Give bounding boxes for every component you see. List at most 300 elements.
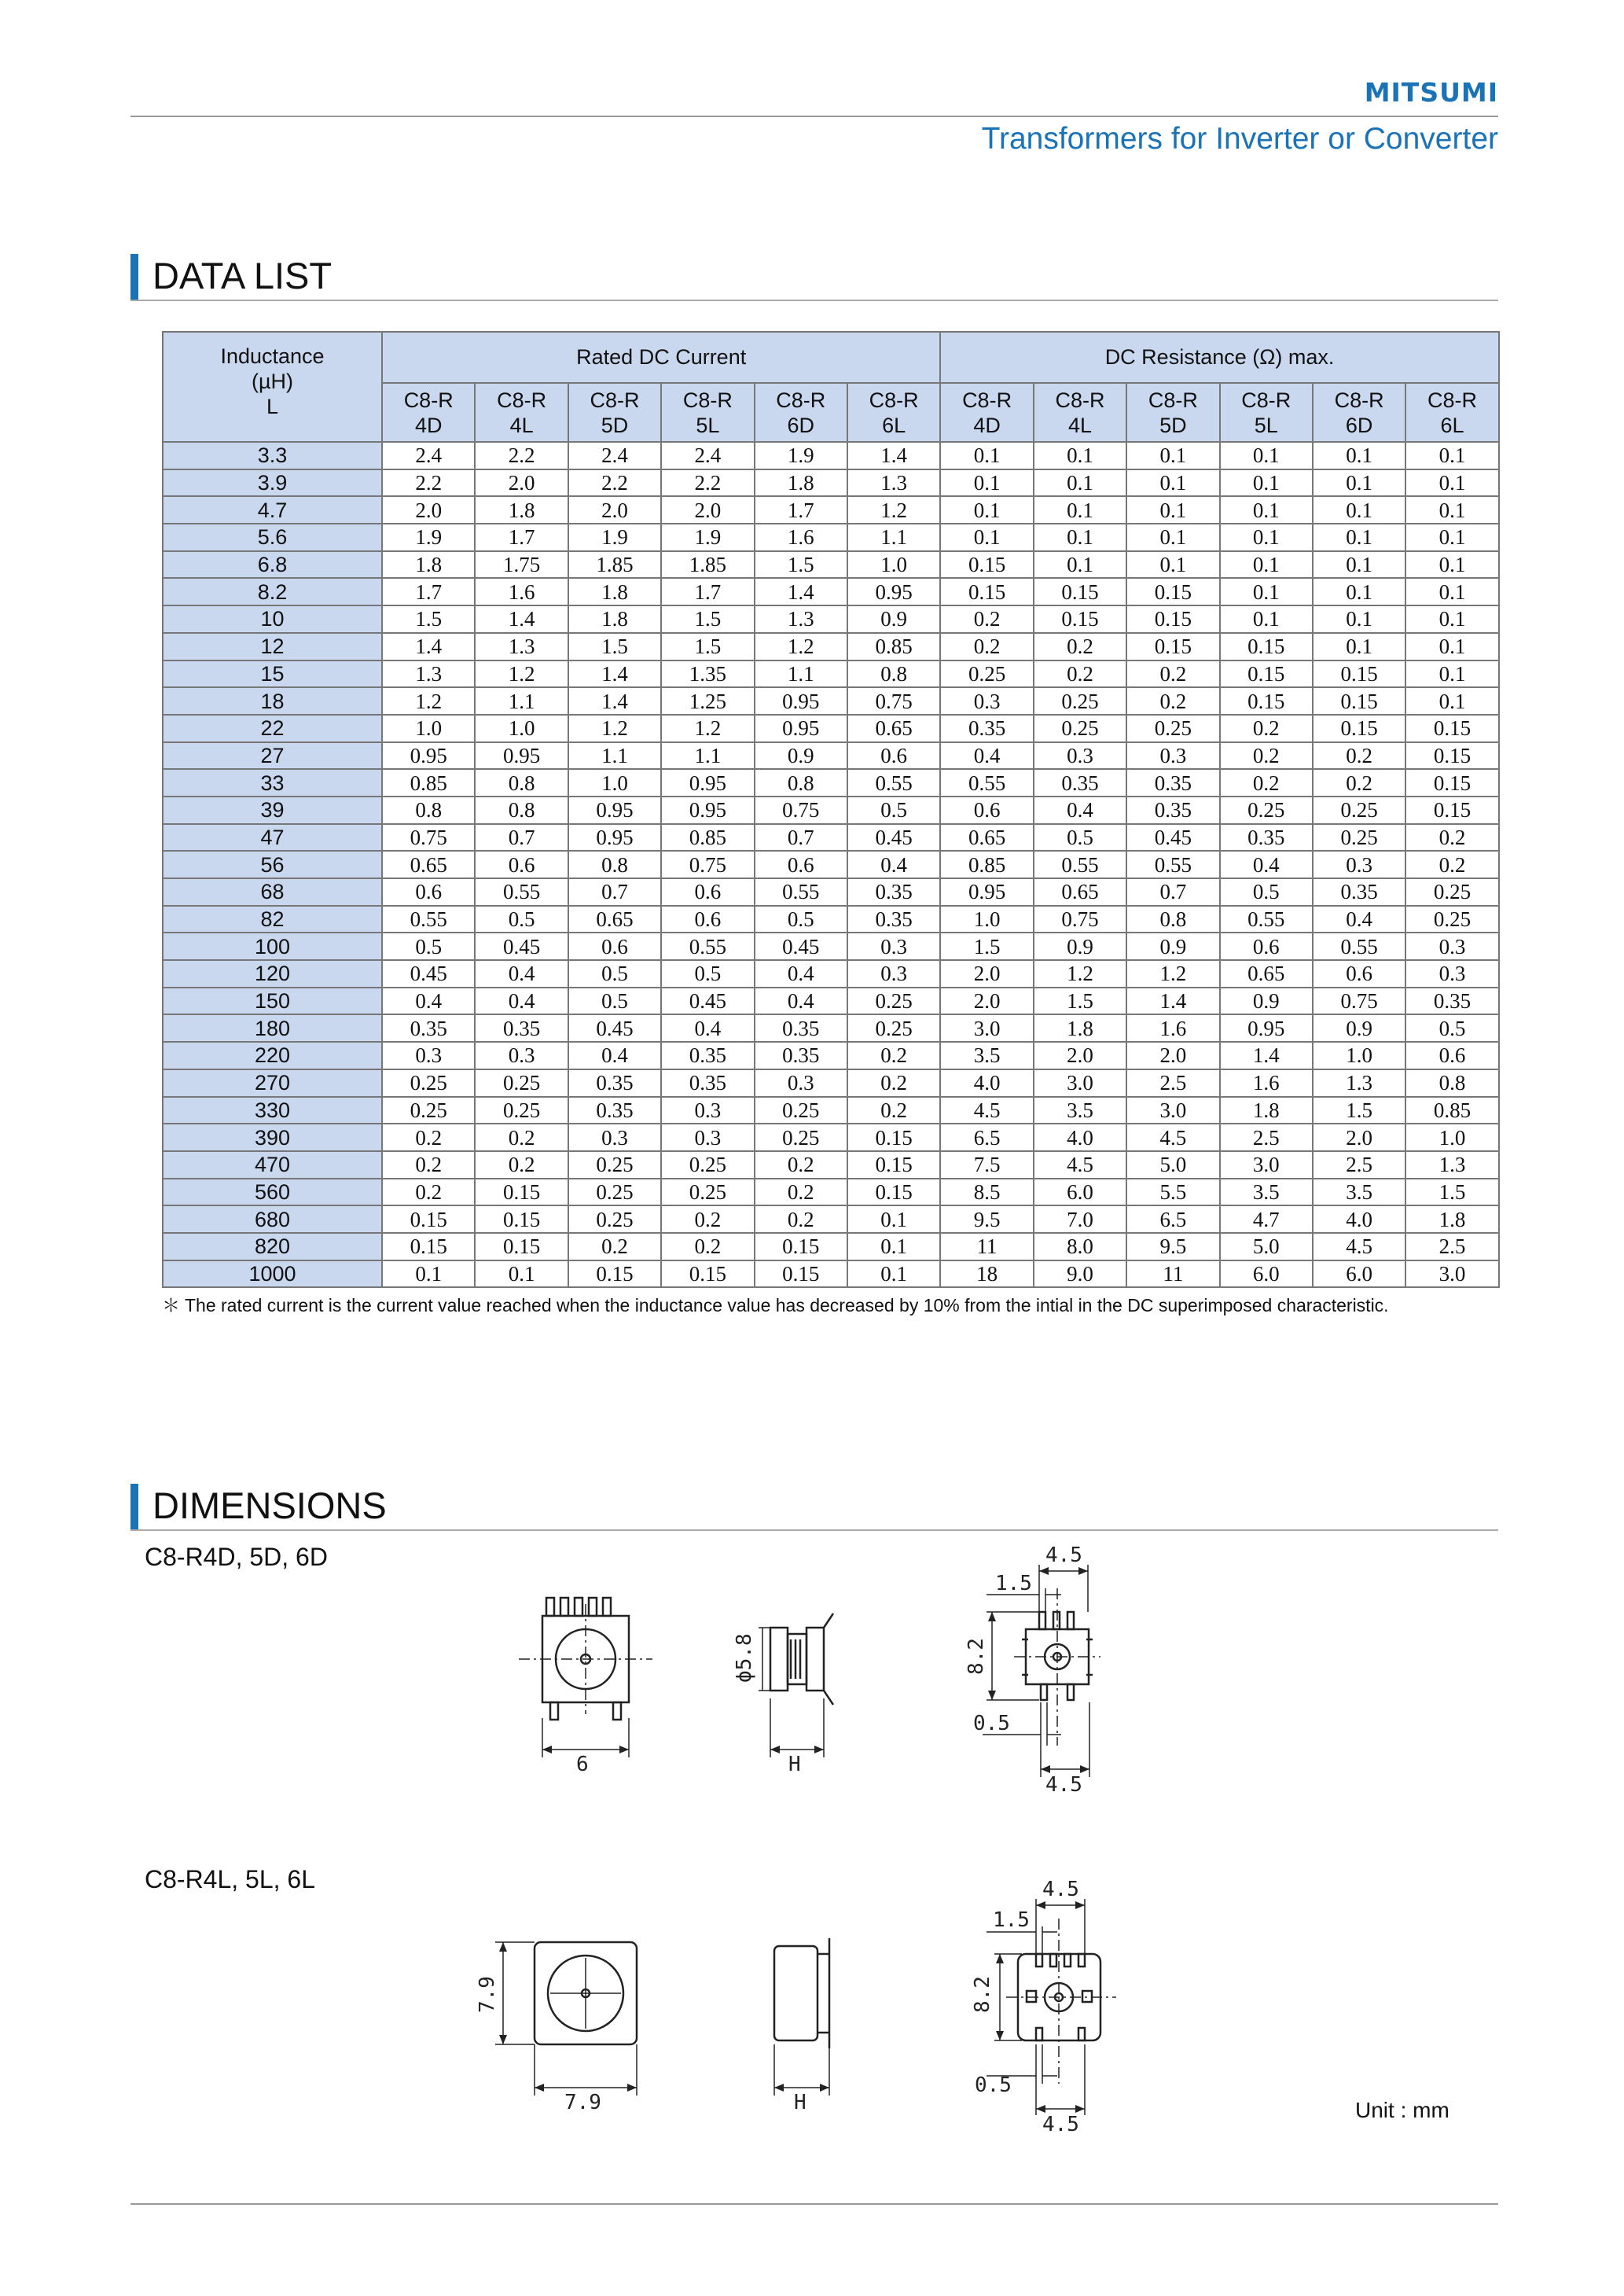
table-cell: 0.5 xyxy=(1034,824,1126,852)
table-cell: 0.75 xyxy=(755,797,847,824)
inductance-cell: 22 xyxy=(163,715,382,742)
inductance-symbol: L xyxy=(266,395,279,418)
table-cell: 0.5 xyxy=(1405,1014,1498,1042)
table-row xyxy=(163,851,1499,878)
table-cell: 0.15 xyxy=(475,1179,568,1206)
table-cell: 0.2 xyxy=(847,1042,940,1069)
table-cell: 0.35 xyxy=(568,1069,661,1097)
model-header xyxy=(1405,383,1498,442)
table-cell: 0.4 xyxy=(1220,851,1313,878)
table-cell: 0.95 xyxy=(382,742,475,770)
table-cell: 0.35 xyxy=(755,1014,847,1042)
table-cell: 0.45 xyxy=(1126,824,1219,852)
table-cell: 6.5 xyxy=(1126,1205,1219,1233)
table-cell: 0.1 xyxy=(1126,496,1219,524)
table-cell: 0.75 xyxy=(1034,906,1126,933)
table-cell: 0.2 xyxy=(382,1179,475,1206)
table-cell: 0.45 xyxy=(568,1014,661,1042)
table-cell: 1.4 xyxy=(847,442,940,469)
table-row xyxy=(163,988,1499,1015)
table-cell: 0.15 xyxy=(940,578,1033,605)
table-cell: 5.0 xyxy=(1220,1233,1313,1260)
table-cell: 1.8 xyxy=(1034,1014,1126,1042)
table-cell: 0.35 xyxy=(847,906,940,933)
table-cell: 0.2 xyxy=(382,1124,475,1151)
table-row xyxy=(163,687,1499,715)
table-cell: 2.0 xyxy=(1313,1124,1405,1151)
table-cell: 1.2 xyxy=(1034,960,1126,988)
table-cell: 1.2 xyxy=(1126,960,1219,988)
model-prefix: C8-R xyxy=(776,388,826,412)
inductance-cell: 47 xyxy=(163,824,382,852)
table-cell: 1.4 xyxy=(1220,1042,1313,1069)
table-cell: 0.1 xyxy=(940,496,1033,524)
table-cell: 0.45 xyxy=(755,933,847,960)
rated-current-note: ＊ The rated current is the current value reached when the inductance value has decreased by 10% from the intial in the DC superimposed characteristic. xyxy=(162,1295,1389,1315)
table-row xyxy=(163,1124,1499,1151)
table-row xyxy=(163,906,1499,933)
table-cell: 1.0 xyxy=(1313,1042,1405,1069)
table-cell: 0.3 xyxy=(661,1097,754,1124)
table-cell: 1.7 xyxy=(755,496,847,524)
table-cell: 0.1 xyxy=(1313,578,1405,605)
inductance-cell: 3.9 xyxy=(163,469,382,497)
table-cell: 0.75 xyxy=(382,824,475,852)
table-cell: 0.85 xyxy=(661,824,754,852)
table-cell: 0.1 xyxy=(1220,496,1313,524)
table-cell: 0.1 xyxy=(1034,442,1126,469)
inductance-cell: 680 xyxy=(163,1205,382,1233)
d-pad-offset-label: 0.5 xyxy=(973,1712,1010,1735)
table-cell: 0.55 xyxy=(475,878,568,906)
table-cell: 0.15 xyxy=(847,1151,940,1179)
table-cell: 0.55 xyxy=(661,933,754,960)
l-side-view xyxy=(774,1938,829,2095)
table-cell: 1.1 xyxy=(475,687,568,715)
table-cell: 0.2 xyxy=(1034,633,1126,660)
table-cell: 1.5 xyxy=(568,633,661,660)
d-top-view xyxy=(519,1598,652,1757)
table-cell: 6.0 xyxy=(1034,1179,1126,1206)
table-cell: 1.3 xyxy=(847,469,940,497)
table-cell: 0.15 xyxy=(1313,687,1405,715)
table-cell: 0.4 xyxy=(847,851,940,878)
dc-resistance-header: DC Resistance (Ω) max. xyxy=(940,332,1498,383)
table-cell: 4.5 xyxy=(1034,1151,1126,1179)
table-cell: 0.15 xyxy=(847,1124,940,1151)
table-cell: 1.6 xyxy=(1126,1014,1219,1042)
table-cell: 0.35 xyxy=(475,1014,568,1042)
table-cell: 0.1 xyxy=(1126,524,1219,551)
table-cell: 1.3 xyxy=(475,633,568,660)
inductance-cell: 5.6 xyxy=(163,524,382,551)
table-cell: 0.2 xyxy=(755,1179,847,1206)
table-cell: 0.2 xyxy=(1126,687,1219,715)
inductance-cell: 1000 xyxy=(163,1260,382,1288)
inductance-cell: 470 xyxy=(163,1151,382,1179)
table-cell: 0.9 xyxy=(1220,988,1313,1015)
table-cell: 0.95 xyxy=(755,687,847,715)
table-cell: 0.15 xyxy=(382,1205,475,1233)
table-cell: 2.4 xyxy=(568,442,661,469)
table-cell: 0.95 xyxy=(568,797,661,824)
model-suffix: 6L xyxy=(1440,413,1464,437)
table-row xyxy=(163,797,1499,824)
model-header xyxy=(1126,383,1219,442)
table-row xyxy=(163,1097,1499,1124)
table-cell: 0.4 xyxy=(382,988,475,1015)
table-cell: 0.25 xyxy=(1313,824,1405,852)
table-row xyxy=(163,496,1499,524)
table-cell: 0.2 xyxy=(1220,769,1313,797)
inductance-cell: 100 xyxy=(163,933,382,960)
model-header xyxy=(568,383,661,442)
table-cell: 0.15 xyxy=(755,1233,847,1260)
l-pad-pitch-label: 1.5 xyxy=(993,1908,1030,1932)
inductance-cell: 27 xyxy=(163,742,382,770)
model-suffix: 6D xyxy=(787,413,815,437)
model-prefix: C8-R xyxy=(403,388,454,412)
table-cell: 0.1 xyxy=(1405,496,1498,524)
model-prefix: C8-R xyxy=(1148,388,1198,412)
table-row xyxy=(163,933,1499,960)
table-cell: 0.2 xyxy=(755,1205,847,1233)
rated-current-header: Rated DC Current xyxy=(382,332,940,383)
table-cell: 0.3 xyxy=(940,687,1033,715)
table-cell: 0.5 xyxy=(847,797,940,824)
section-marker xyxy=(130,1484,138,1529)
inductance-cell: 56 xyxy=(163,851,382,878)
table-row xyxy=(163,715,1499,742)
table-cell: 1.8 xyxy=(755,469,847,497)
model-suffix: 5D xyxy=(1159,413,1187,437)
table-cell: 0.3 xyxy=(661,1124,754,1151)
table-cell: 1.3 xyxy=(1405,1151,1498,1179)
table-cell: 0.55 xyxy=(1034,851,1126,878)
table-cell: 0.1 xyxy=(847,1233,940,1260)
table-row xyxy=(163,1179,1499,1206)
table-cell: 0.15 xyxy=(755,1260,847,1288)
table-cell: 0.4 xyxy=(755,988,847,1015)
table-cell: 6.0 xyxy=(1313,1260,1405,1288)
table-cell: 0.2 xyxy=(755,1151,847,1179)
table-cell: 0.4 xyxy=(1034,797,1126,824)
table-cell: 0.1 xyxy=(1220,442,1313,469)
table-cell: 0.25 xyxy=(1126,715,1219,742)
table-cell: 0.4 xyxy=(568,1042,661,1069)
table-cell: 0.2 xyxy=(1220,715,1313,742)
table-cell: 0.85 xyxy=(1405,1097,1498,1124)
table-row xyxy=(163,1151,1499,1179)
table-cell: 0.95 xyxy=(661,769,754,797)
table-cell: 4.7 xyxy=(1220,1205,1313,1233)
table-cell: 0.35 xyxy=(940,715,1033,742)
table-cell: 0.9 xyxy=(1034,933,1126,960)
table-cell: 0.25 xyxy=(1405,878,1498,906)
table-cell: 2.0 xyxy=(661,496,754,524)
table-cell: 0.3 xyxy=(1126,742,1219,770)
table-cell: 0.95 xyxy=(755,715,847,742)
table-cell: 3.5 xyxy=(940,1042,1033,1069)
inductance-label: Inductance xyxy=(220,344,325,368)
table-cell: 0.1 xyxy=(1034,496,1126,524)
inductance-cell: 4.7 xyxy=(163,496,382,524)
table-cell: 0.65 xyxy=(382,851,475,878)
table-cell: 0.2 xyxy=(1313,742,1405,770)
model-suffix: 6D xyxy=(1345,413,1373,437)
table-cell: 1.5 xyxy=(755,551,847,579)
table-cell: 9.5 xyxy=(1126,1233,1219,1260)
table-cell: 2.0 xyxy=(940,960,1033,988)
table-row xyxy=(163,524,1499,551)
table-cell: 0.25 xyxy=(568,1151,661,1179)
model-header xyxy=(1220,383,1313,442)
table-cell: 1.2 xyxy=(661,715,754,742)
table-cell: 0.2 xyxy=(847,1069,940,1097)
table-cell: 0.1 xyxy=(847,1205,940,1233)
table-cell: 0.55 xyxy=(1126,851,1219,878)
table-cell: 0.2 xyxy=(847,1097,940,1124)
table-cell: 3.0 xyxy=(940,1014,1033,1042)
table-cell: 1.35 xyxy=(661,660,754,688)
dimensions-title: DIMENSIONS xyxy=(152,1485,387,1526)
table-cell: 0.8 xyxy=(755,769,847,797)
table-cell: 1.4 xyxy=(568,687,661,715)
table-cell: 1.1 xyxy=(661,742,754,770)
table-cell: 1.5 xyxy=(1405,1179,1498,1206)
table-cell: 0.3 xyxy=(475,1042,568,1069)
table-cell: 1.5 xyxy=(661,605,754,633)
table-cell: 0.9 xyxy=(1126,933,1219,960)
d-pad-pitch-label: 1.5 xyxy=(995,1572,1032,1595)
table-cell: 0.4 xyxy=(755,960,847,988)
table-cell: 0.1 xyxy=(1405,469,1498,497)
table-row xyxy=(163,878,1499,906)
table-row xyxy=(163,660,1499,688)
table-cell: 0.8 xyxy=(568,851,661,878)
table-cell: 0.75 xyxy=(847,687,940,715)
table-cell: 2.5 xyxy=(1313,1151,1405,1179)
table-cell: 0.5 xyxy=(568,988,661,1015)
table-cell: 4.0 xyxy=(1034,1124,1126,1151)
table-cell: 1.8 xyxy=(1405,1205,1498,1233)
d-height-label: H xyxy=(788,1753,801,1776)
inductance-header xyxy=(163,332,382,442)
page-subtitle: Transformers for Inverter or Converter xyxy=(981,122,1498,156)
table-cell: 0.35 xyxy=(382,1014,475,1042)
table-cell: 1.1 xyxy=(568,742,661,770)
table-cell: 0.2 xyxy=(1220,742,1313,770)
table-row xyxy=(163,769,1499,797)
inductance-cell: 82 xyxy=(163,906,382,933)
table-cell: 1.0 xyxy=(940,906,1033,933)
l-width-label: 7.9 xyxy=(564,2091,601,2114)
table-cell: 0.65 xyxy=(1034,878,1126,906)
table-cell: 0.15 xyxy=(1220,660,1313,688)
table-cell: 9.0 xyxy=(1034,1260,1126,1288)
inductance-cell: 3.3 xyxy=(163,442,382,469)
table-cell: 0.1 xyxy=(1220,524,1313,551)
table-cell: 2.2 xyxy=(475,442,568,469)
table-cell: 0.3 xyxy=(755,1069,847,1097)
table-cell: 7.0 xyxy=(1034,1205,1126,1233)
inductance-cell: 12 xyxy=(163,633,382,660)
table-cell: 3.5 xyxy=(1220,1179,1313,1206)
table-row xyxy=(163,633,1499,660)
l-pad-top-label: 4.5 xyxy=(1042,1878,1079,1901)
table-cell: 2.2 xyxy=(661,469,754,497)
table-cell: 0.45 xyxy=(475,933,568,960)
unit-label: Unit : mm xyxy=(1355,2098,1449,2122)
table-cell: 0.15 xyxy=(1313,715,1405,742)
data-list-title: DATA LIST xyxy=(152,255,333,296)
table-cell: 0.2 xyxy=(661,1233,754,1260)
table-cell: 0.25 xyxy=(382,1097,475,1124)
table-cell: 1.6 xyxy=(755,524,847,551)
model-header xyxy=(847,383,940,442)
inductance-cell: 8.2 xyxy=(163,578,382,605)
table-cell: 0.1 xyxy=(1313,551,1405,579)
table-cell: 2.5 xyxy=(1220,1124,1313,1151)
table-cell: 1.0 xyxy=(1405,1124,1498,1151)
table-cell: 2.2 xyxy=(568,469,661,497)
data-table xyxy=(162,331,1500,1288)
d-pad-bottom-label: 4.5 xyxy=(1045,1773,1082,1797)
table-cell: 0.15 xyxy=(1405,769,1498,797)
table-cell: 0.9 xyxy=(1313,1014,1405,1042)
inductance-cell: 68 xyxy=(163,878,382,906)
model-prefix: C8-R xyxy=(1055,388,1105,412)
table-cell: 0.25 xyxy=(1034,715,1126,742)
model-header xyxy=(1034,383,1126,442)
table-cell: 0.2 xyxy=(475,1151,568,1179)
table-cell: 0.6 xyxy=(382,878,475,906)
d-diameter-label: ϕ5.8 xyxy=(733,1633,756,1683)
table-row xyxy=(163,742,1499,770)
table-cell: 0.45 xyxy=(661,988,754,1015)
model-header xyxy=(940,383,1033,442)
table-cell: 0.25 xyxy=(1405,906,1498,933)
table-cell: 0.8 xyxy=(475,769,568,797)
model-header xyxy=(1313,383,1405,442)
model-prefix: C8-R xyxy=(1241,388,1291,412)
table-cell: 0.8 xyxy=(847,660,940,688)
table-cell: 0.3 xyxy=(1034,742,1126,770)
table-cell: 0.1 xyxy=(1220,551,1313,579)
table-cell: 0.2 xyxy=(940,633,1033,660)
table-cell: 0.15 xyxy=(1405,742,1498,770)
table-cell: 1.2 xyxy=(475,660,568,688)
footer-rule xyxy=(130,2203,1498,2205)
table-cell: 0.1 xyxy=(1126,551,1219,579)
table-cell: 0.3 xyxy=(1405,933,1498,960)
table-cell: 1.8 xyxy=(568,605,661,633)
table-cell: 0.15 xyxy=(1034,605,1126,633)
table-cell: 0.65 xyxy=(847,715,940,742)
table-cell: 1.5 xyxy=(940,933,1033,960)
table-cell: 3.0 xyxy=(1126,1097,1219,1124)
table-cell: 0.25 xyxy=(1220,797,1313,824)
model-prefix: C8-R xyxy=(869,388,919,412)
table-cell: 0.1 xyxy=(382,1260,475,1288)
table-cell: 1.2 xyxy=(382,687,475,715)
table-cell: 0.1 xyxy=(1405,633,1498,660)
table-cell: 6.0 xyxy=(1220,1260,1313,1288)
table-cell: 0.4 xyxy=(475,960,568,988)
inductance-cell: 120 xyxy=(163,960,382,988)
table-cell: 0.75 xyxy=(1313,988,1405,1015)
table-row xyxy=(163,824,1499,852)
table-cell: 0.65 xyxy=(1220,960,1313,988)
inductance-cell: 33 xyxy=(163,769,382,797)
table-cell: 0.35 xyxy=(755,1042,847,1069)
table-cell: 1.4 xyxy=(568,660,661,688)
table-cell: 0.5 xyxy=(382,933,475,960)
table-cell: 0.55 xyxy=(847,769,940,797)
table-cell: 8.0 xyxy=(1034,1233,1126,1260)
table-cell: 0.15 xyxy=(1405,715,1498,742)
table-cell: 0.2 xyxy=(1034,660,1126,688)
model-prefix: C8-R xyxy=(497,388,547,412)
table-cell: 6.5 xyxy=(940,1124,1033,1151)
table-cell: 0.2 xyxy=(1126,660,1219,688)
d-pad-height-label: 8.2 xyxy=(964,1638,988,1675)
table-cell: 0.8 xyxy=(382,797,475,824)
model-suffix: 4D xyxy=(973,413,1001,437)
brand-logo: MITSUMI xyxy=(1364,77,1498,108)
table-cell: 0.2 xyxy=(940,605,1033,633)
table-cell: 0.15 xyxy=(1126,605,1219,633)
table-cell: 1.75 xyxy=(475,551,568,579)
table-cell: 0.95 xyxy=(1220,1014,1313,1042)
model-suffix: 5L xyxy=(1254,413,1278,437)
table-cell: 0.6 xyxy=(1220,933,1313,960)
dimension-drawings xyxy=(0,1541,1624,2139)
table-cell: 0.1 xyxy=(1313,524,1405,551)
table-cell: 0.15 xyxy=(1220,687,1313,715)
table-cell: 1.4 xyxy=(1126,988,1219,1015)
table-cell: 0.15 xyxy=(1220,633,1313,660)
model-prefix: C8-R xyxy=(1334,388,1384,412)
model-suffix: 4L xyxy=(1067,413,1092,437)
table-cell: 0.15 xyxy=(1126,578,1219,605)
table-cell: 0.6 xyxy=(1405,1042,1498,1069)
table-cell: 0.8 xyxy=(475,797,568,824)
table-cell: 1.25 xyxy=(661,687,754,715)
table-cell: 0.55 xyxy=(382,906,475,933)
table-cell: 1.7 xyxy=(382,578,475,605)
table-cell: 1.4 xyxy=(755,578,847,605)
table-cell: 0.3 xyxy=(847,933,940,960)
table-cell: 0.1 xyxy=(1126,442,1219,469)
inductance-cell: 560 xyxy=(163,1179,382,1206)
l-height-label: H xyxy=(794,2091,806,2114)
model-suffix: 4D xyxy=(414,413,443,437)
table-cell: 1.3 xyxy=(1313,1069,1405,1097)
table-row xyxy=(163,1042,1499,1069)
table-cell: 3.5 xyxy=(1034,1097,1126,1124)
inductance-cell: 15 xyxy=(163,660,382,688)
table-cell: 0.1 xyxy=(940,524,1033,551)
table-cell: 0.1 xyxy=(1034,524,1126,551)
table-cell: 1.5 xyxy=(661,633,754,660)
table-cell: 1.5 xyxy=(382,605,475,633)
model-header xyxy=(475,383,568,442)
table-cell: 0.1 xyxy=(1405,578,1498,605)
table-cell: 0.5 xyxy=(568,960,661,988)
table-cell: 0.35 xyxy=(661,1042,754,1069)
table-cell: 1.9 xyxy=(382,524,475,551)
